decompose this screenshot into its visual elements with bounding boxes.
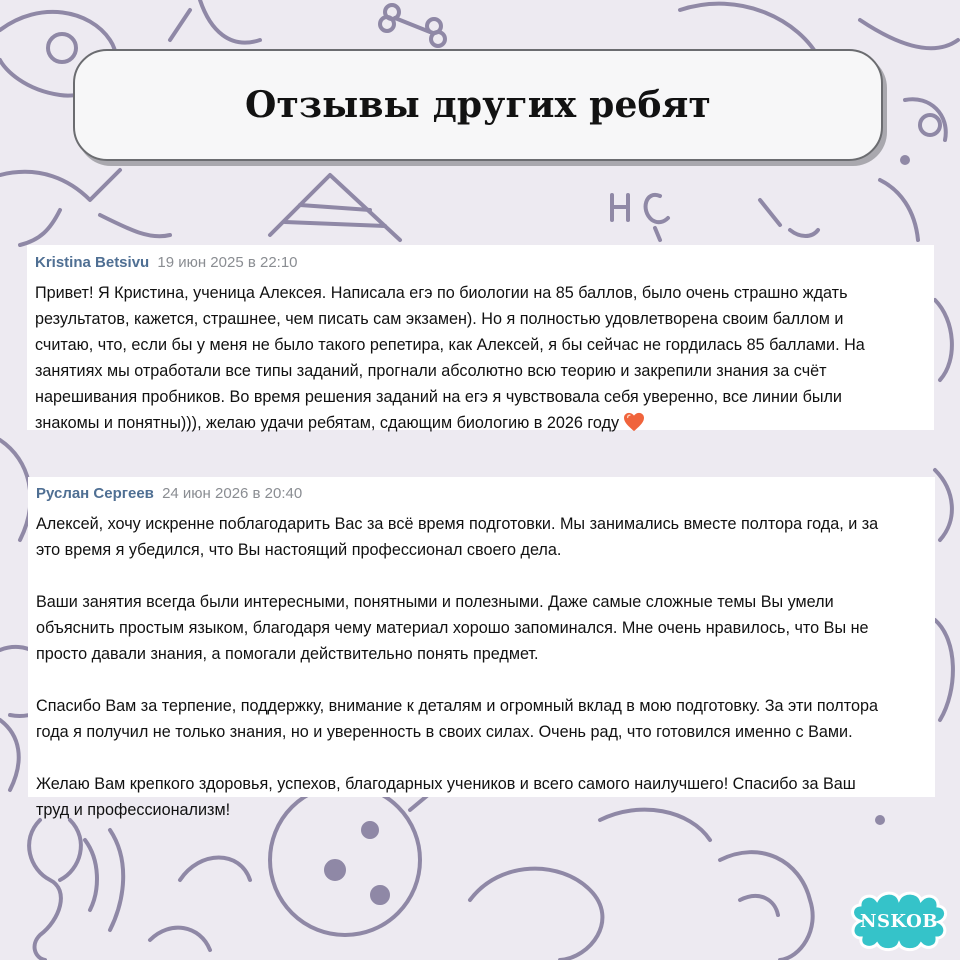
review-line: это время я убедился, что Вы настоящий профессионал своего дела. [36, 541, 562, 559]
review-line: нарешивания пробников. Во время решения заданий на егэ я чувствовала себя уверенно, все линии были [35, 388, 842, 406]
review-line: считаю, что, если бы у меня не было такого репетира, как Алексей, я бы сейчас не гордилась 85 баллами. На [35, 336, 865, 354]
review-paragraph [36, 589, 935, 667]
review-paragraph [36, 693, 935, 745]
review-date[interactable]: 19 июн 2025 в 22:10 [157, 254, 298, 271]
review-line: Спасибо Вам за терпение, поддержку, внимание к деталям и огромный вклад в мою подготовку. За эти полтора [36, 697, 878, 715]
review-paragraph [36, 511, 935, 563]
review-line: просто давали знания, а помогали действительно понять предмет. [36, 645, 539, 663]
review-line-last [35, 410, 934, 436]
review-author[interactable]: Руслан Сергеев [36, 485, 154, 502]
review-card [27, 245, 934, 430]
review-line: объяснить простым языком, благодаря чему материал хорошо запоминался. Мне очень нравилось, что Вы не [36, 619, 869, 637]
review-paragraph [36, 771, 935, 823]
review-line: Ваши занятия всегда были интересными, понятными и полезными. Даже самые сложные темы Вы умели [36, 593, 834, 611]
nskob-logo [846, 888, 952, 954]
review-card [28, 477, 935, 819]
review-line: результатов, кажется, страшнее, чем писать сам экзамен). Но я полностью удовлетворена своим баллом и [35, 310, 844, 328]
review-date[interactable]: 24 июн 2026 в 20:40 [162, 485, 303, 502]
review-text [35, 280, 934, 436]
review-line: Желаю Вам крепкого здоровья, успехов, благодарных учеников и всего самого наилучшего! Спасибо за Ваш [36, 775, 856, 793]
review-meta [35, 252, 934, 274]
review-line: года я получил не только знания, но и уверенность в своих силах. Очень рад, что готовился именно с Вами. [36, 723, 853, 741]
review-author[interactable]: Kristina Betsivu [35, 254, 150, 271]
heart-icon [623, 412, 645, 432]
review-line: труд и профессионализм! [36, 801, 231, 819]
review-meta [36, 483, 935, 505]
logo-text: NSKOB [859, 910, 938, 932]
review-line: Привет! Я Кристина, ученица Алексея. Написала егэ по биологии на 85 баллов, было очень страшно ждать [35, 284, 848, 302]
review-line: занятиях мы отработали все типы заданий, прогнали абсолютно всю теорию и закрепили знания за счёт [35, 362, 827, 380]
title-banner [73, 49, 883, 161]
page-title: Отзывы других ребят [244, 84, 712, 126]
review-line: Алексей, хочу искренне поблагодарить Вас за всё время подготовки. Мы занимались вместе полтора года, и за [36, 515, 879, 533]
review-line: знакомы и понятны))), желаю удачи ребятам, сдающим биологию в 2026 году [35, 414, 620, 432]
